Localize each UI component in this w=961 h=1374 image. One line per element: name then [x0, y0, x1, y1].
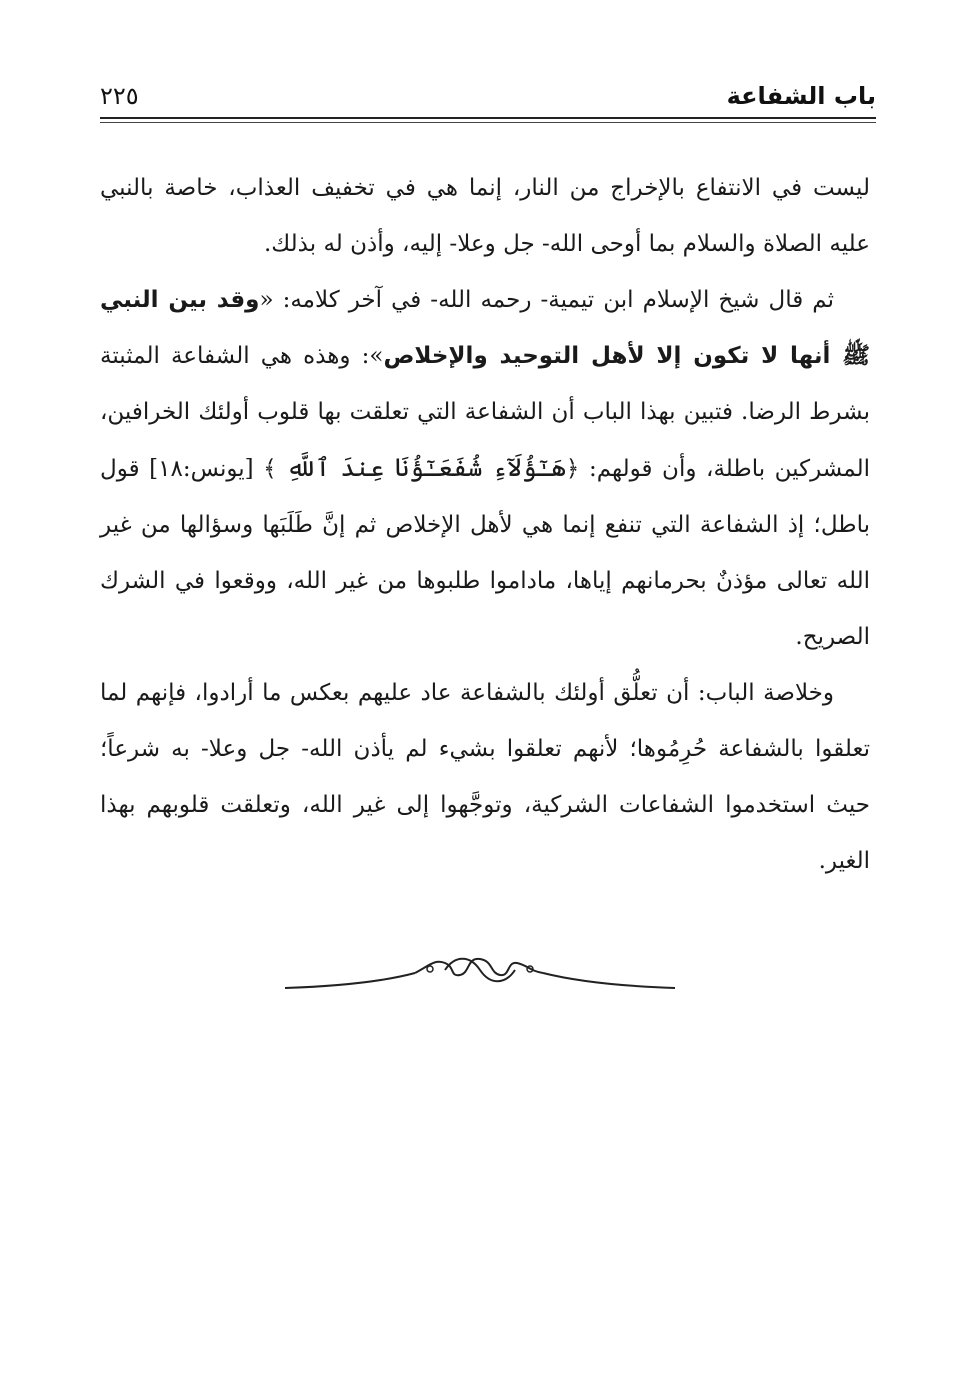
- body-text: [100, 160, 870, 889]
- header-rule-thin: [100, 122, 876, 123]
- paragraph-2-after-quote: »: وهذه هي الشفاعة المثبتة بشرط الرضا. فتبين بهذا الباب أن الشفاعة التي تعلقت بها قلوب أولئك الخرافين، المشركين باطلة، وأن قولهم: ﴿: [100, 343, 870, 482]
- page-header: [100, 78, 876, 118]
- bold-quote: وقد بين النبي ﷺ أنها لا تكون إلا لأهل التوحيد والإخلاص: [100, 287, 871, 369]
- ornament-divider: [285, 945, 675, 995]
- paragraph-2: [100, 272, 870, 665]
- header-rule: [100, 117, 876, 119]
- paragraph-3: وخلاصة الباب: أن تعلُّق أولئك بالشفاعة عاد عليهم بعكس ما أرادوا، فإنهم لما تعلقوا بالشفاعة حُرِمُوها؛ لأنهم تعلقوا بشيء لم يأذن الله- جل وعلا- به شرعاً؛ حيث استخدموا الشفاعات الشركية، وتوجَّهوا إلى غير الله، وتعلقت قلوبهم بهذا الغير.: [100, 680, 870, 874]
- verse-reference: ﴾ [يونس:١٨]: [149, 456, 277, 482]
- paragraph-1: ليست في الانتفاع بالإخراج من النار، إنما هي في تخفيف العذاب، خاصة بالنبي عليه الصلاة والسلام بما أوحى الله- جل وعلا- إليه، وأذن له بذلك.: [100, 175, 870, 257]
- paragraph-2-intro: ثم قال شيخ الإسلام ابن تيمية- رحمه الله- في آخر كلامه: «: [259, 287, 834, 313]
- quran-verse: هَـٰٓؤُلَآءِ شُفَعَـٰٓؤُنَا عِندَ ٱللَّهِ: [286, 453, 566, 482]
- running-title: باب الشفاعة: [726, 82, 876, 110]
- page-number: ٢٢٥: [100, 82, 139, 110]
- paragraph-2-rest: قول باطل؛ إذ الشفاعة التي تنفع إنما هي لأهل الإخلاص ثم إنَّ طَلَبَها وسؤالها من غير الله تعالى مؤذنٌ بحرمانهم إياها، ماداموا طلبوها من غير الله، ووقعوا في الشرك الصريح.: [100, 456, 870, 650]
